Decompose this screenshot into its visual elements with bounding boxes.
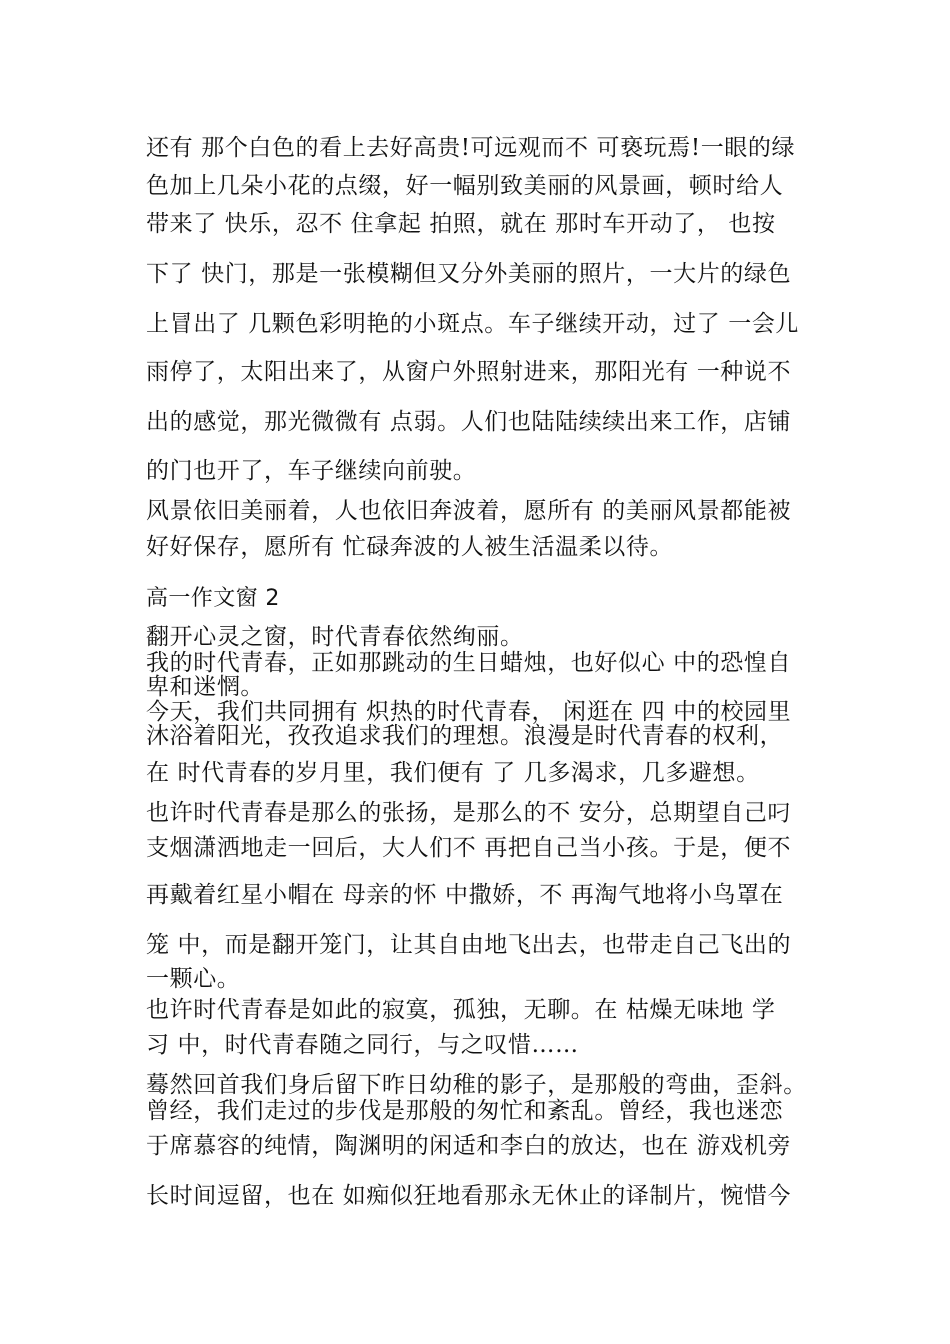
text-line: 再戴着红星小帽在 母亲的怀 中撒娇，不 再淘气地将小鸟罩在 xyxy=(146,882,784,908)
text-line: 于席慕容的纯情，陶渊明的闲适和李白的放达，也在 游戏机旁 xyxy=(146,1133,792,1159)
text-line: 风景依旧美丽着，人也依旧奔波着，愿所有 的美丽风景都能被 xyxy=(146,498,792,524)
text-line: 蓦然回首我们身后留下昨日幼稚的影子，是那般的弯曲，歪斜。 xyxy=(146,1072,807,1098)
text-line: 带来了 快乐，忍不 住拿起 拍照，就在 那时车开动了， 也按 xyxy=(146,211,776,237)
text-line: 长时间逗留，也在 如痴似狂地看那永无休止的译制片，惋惜今 xyxy=(146,1183,792,1209)
text-line: 习 中，时代青春随之同行，与之叹惜…… xyxy=(146,1032,579,1058)
text-line: 出的感觉，那光微微有 点弱。人们也陆陆续续出来工作，店铺 xyxy=(146,409,792,435)
text-line: 在 时代青春的岁月里，我们便有 了 几多渴求，几多避想。 xyxy=(146,760,760,786)
text-line: 沐浴着阳光，孜孜追求我们的理想。浪漫是时代青春的权利， xyxy=(146,723,784,749)
text-line: 下了 快门，那是一张模糊但又分外美丽的照片，一大片的绿色 xyxy=(146,261,792,287)
text-line: 也许时代青春是如此的寂寞，孤独，无聊。在 枯燥无味地 学 xyxy=(146,997,776,1023)
text-line: 雨停了，太阳出来了，从窗户外照射进来，那阳光有 一种说不 xyxy=(146,359,792,385)
text-line: 一颗心。 xyxy=(146,966,241,992)
text-line: 翻开心灵之窗，时代青春依然绚丽。 xyxy=(146,624,524,650)
text-line: 今天，我们共同拥有 炽热的时代青春， 闲逛在 四 中的校园里 xyxy=(146,699,792,725)
text-line: 也许时代青春是那么的张扬，是那么的不 安分，总期望自己叼 xyxy=(146,800,792,826)
text-line: 的门也开了，车子继续向前驶。 xyxy=(146,458,477,484)
text-line: 上冒出了 几颗色彩明艳的小斑点。车子继续开动，过了 一会儿 xyxy=(146,311,800,337)
text-line: 支烟潇洒地走一回后，大人们不 再把自己当小孩。于是，便不 xyxy=(146,835,792,861)
text-line: 还有 那个白色的看上去好高贵!可远观而不 可亵玩焉!一眼的绿 xyxy=(146,135,796,161)
section-heading: 高一作文窗 2 xyxy=(146,586,280,611)
text-line: 卑和迷惘。 xyxy=(146,674,264,700)
text-line: 曾经，我们走过的步伐是那般的匆忙和紊乱。曾经，我也迷恋 xyxy=(146,1098,784,1124)
text-line: 我的时代青春，正如那跳动的生日蜡烛，也好似心 中的恐惶自 xyxy=(146,650,792,676)
text-line: 好好保存，愿所有 忙碌奔波的人被生活温柔以待。 xyxy=(146,534,674,560)
text-line: 色加上几朵小花的点缀，好一幅别致美丽的风景画，顿时给人 xyxy=(146,173,784,199)
text-line: 笼 中，而是翻开笼门，让其自由地飞出去，也带走自己飞出的 xyxy=(146,932,792,958)
